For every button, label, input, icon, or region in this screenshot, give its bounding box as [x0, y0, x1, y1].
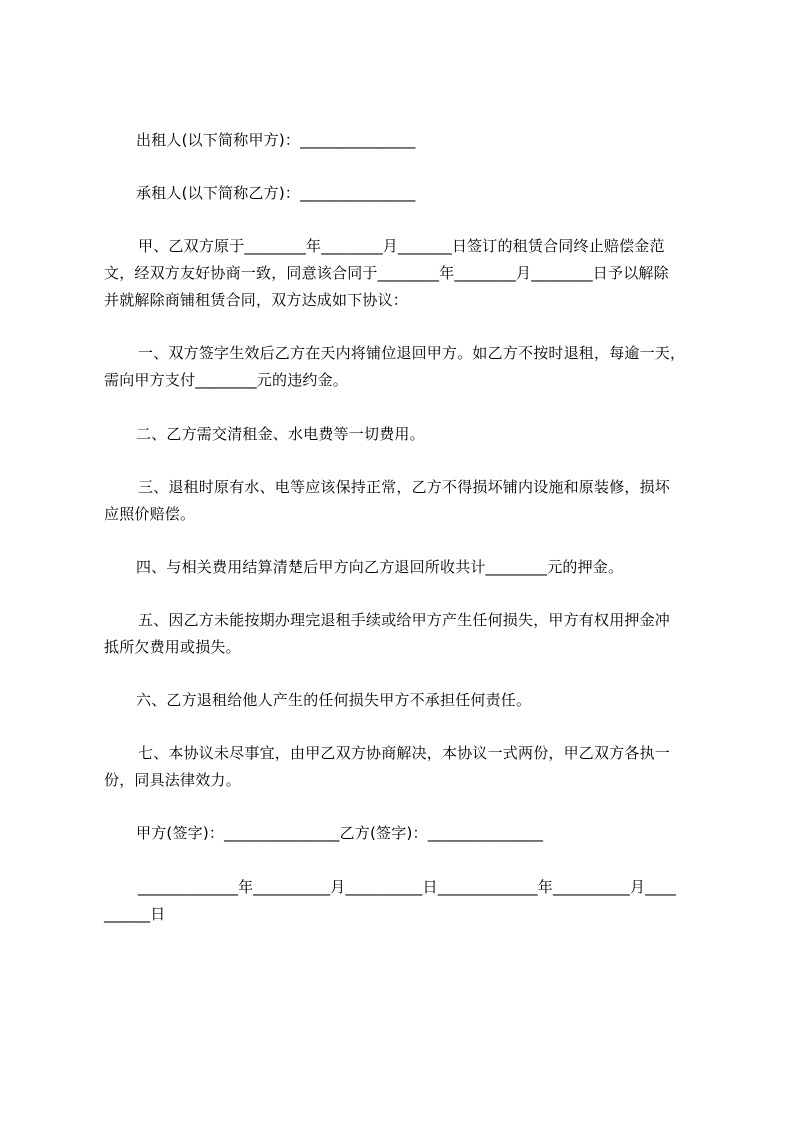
clause-3-line-2: 应照价赔偿。: [104, 505, 196, 523]
date-line-1: _____________年__________月__________日_____________年__________月____: [138, 878, 677, 896]
clause-4-line-1: 四、与相关费用结算清楚后甲方向乙方退回所收共计________元的押金。: [136, 558, 624, 576]
clause-4: [104, 554, 700, 581]
clause-1-line-2: 需向甲方支付________元的违约金。: [104, 371, 349, 389]
clause-5: [104, 607, 700, 661]
clause-3: [104, 474, 700, 528]
clause-7-line-2: 份，同具法律效力。: [104, 771, 241, 789]
intro-line-2: 文，经双方友好协商一致，同意该合同于________年________月________日予以解除: [104, 264, 669, 282]
lessor-line: 出租人(以下简称甲方)：_______________: [136, 131, 416, 149]
clause-6: [104, 687, 700, 714]
clause-5-line-1: 五、因乙方未能按期办理完退租手续或给甲方产生任何损失，甲方有权用押金冲: [138, 611, 671, 629]
clause-7-line-1: 七、本协议未尽事宜，由甲乙双方协商解决，本协议一式两份，甲乙双方各执一: [138, 744, 671, 762]
clause-1: [104, 340, 700, 394]
intro-paragraph: [104, 233, 700, 314]
intro-line-3: 并就解除商铺租赁合同，双方达成如下协议：: [104, 291, 409, 309]
signature-line: 甲方(签字)：_______________乙方(签字)：_______________: [136, 824, 544, 842]
clause-5-line-2: 抵所欠费用或损失。: [104, 638, 241, 656]
clause-2-line-1: 二、乙方需交清租金、水电费等一切费用。: [136, 425, 425, 443]
clause-6-line-1: 六、乙方退租给他人产生的任何损失甲方不承担任何责任。: [136, 691, 532, 709]
date-line-2: ______日: [104, 905, 166, 923]
clause-2: [104, 421, 700, 448]
signature-block: [104, 820, 700, 847]
clause-3-line-1: 三、退租时原有水、电等应该保持正常，乙方不得损坏铺内设施和原装修，损坏: [138, 478, 671, 496]
clause-1-line-1: 一、双方签字生效后乙方在天内将铺位退回甲方。如乙方不按时退租，每逾一天，: [138, 344, 686, 362]
clause-7: [104, 740, 700, 794]
intro-line-1: 甲、乙双方原于________年________月_______日签订的租赁合同终止赔偿金范: [138, 237, 665, 255]
lessee-line: 承租人(以下简称乙方)：_______________: [136, 184, 416, 202]
date-block: [104, 874, 700, 928]
